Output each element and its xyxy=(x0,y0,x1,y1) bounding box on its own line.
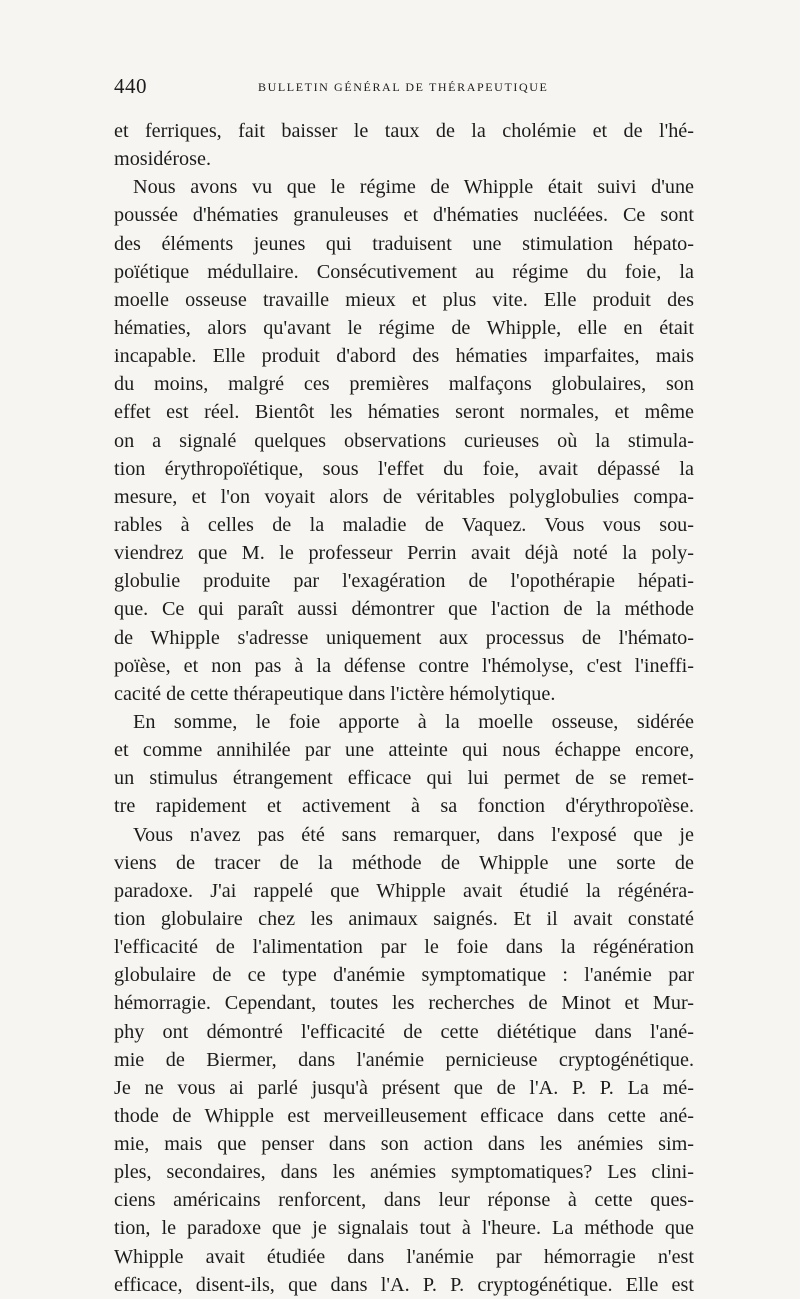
text-line: rables à celles de la maladie de Vaquez. Vous vous sou- xyxy=(114,513,694,536)
text-line: un stimulus étrangement efficace qui lui permet de se remet- xyxy=(114,767,694,790)
text-line: ciens américains renforcent, dans leur réponse à cette ques- xyxy=(114,1189,694,1212)
text-line: incapable. Elle produit d'abord des hématies imparfaites, mais xyxy=(114,345,694,368)
text-line: phy ont démontré l'efficacité de cette diététique dans l'ané- xyxy=(114,1020,694,1043)
text-line: poïétique médullaire. Consécutivement au régime du foie, la xyxy=(114,260,694,283)
text-line: paradoxe. J'ai rappelé que Whipple avait étudié la régénéra- xyxy=(114,879,694,902)
text-line: hémorragie. Cependant, toutes les recherches de Minot et Mur- xyxy=(114,992,694,1015)
text-line: Vous n'avez pas été sans remarquer, dans l'exposé que je xyxy=(133,823,694,846)
body-text xyxy=(114,117,694,1299)
text-line: tion globulaire chez les animaux saignés. Et il avait constaté xyxy=(114,907,694,930)
text-line: En somme, le foie apporte à la moelle osseuse, sidérée xyxy=(133,710,694,733)
text-line: des éléments jeunes qui traduisent une stimulation hépato- xyxy=(114,232,694,255)
text-line: de Whipple s'adresse uniquement aux processus de l'hémato- xyxy=(114,626,694,649)
text-line: on a signalé quelques observations curieuses où la stimula- xyxy=(114,429,694,452)
text-line: viendrez que M. le professeur Perrin avait déjà noté la poly- xyxy=(114,542,694,565)
text-line: tion, le paradoxe que je signalais tout à l'heure. La méthode que xyxy=(114,1217,694,1240)
running-header xyxy=(114,74,694,104)
text-line: thode de Whipple est merveilleusement efficace dans cette ané- xyxy=(114,1104,694,1127)
text-line: du moins, malgré ces premières malfaçons globulaires, son xyxy=(114,373,694,396)
text-line: hématies, alors qu'avant le régime de Whipple, elle en était xyxy=(114,316,694,339)
text-line: ples, secondaires, dans les anémies symptomatiques? Les clini- xyxy=(114,1161,694,1184)
text-line: viens de tracer de la méthode de Whipple une sorte de xyxy=(114,851,694,874)
text-line: tre rapidement et activement à sa fonction d'érythropoïèse. xyxy=(114,795,694,818)
text-line: poïèse, et non pas à la défense contre l'hémolyse, c'est l'ineffi- xyxy=(114,654,694,677)
text-line: mie, mais que penser dans son action dans les anémies sim- xyxy=(114,1133,694,1156)
text-line: mie de Biermer, dans l'anémie pernicieuse cryptogénétique. xyxy=(114,1048,694,1071)
text-line: et ferriques, fait baisser le taux de la cholémie et de l'hé- xyxy=(114,120,694,142)
text-line: Je ne vous ai parlé jusqu'à présent que de l'A. P. P. La mé- xyxy=(114,1076,694,1099)
text-line: cacité de cette thérapeutique dans l'ictère hémolytique. xyxy=(114,682,556,705)
text-line: tion érythropoïétique, sous l'effet du foie, avait dépassé la xyxy=(114,457,694,480)
text-line: efficace, disent-ils, que dans l'A. P. P. cryptogénétique. Elle est xyxy=(114,1273,694,1296)
text-line: mosidérose. xyxy=(114,148,211,171)
running-title: BULLETIN GÉNÉRAL DE THÉRAPEUTIQUE xyxy=(258,80,549,94)
text-line: Whipple avait étudiée dans l'anémie par hémorragie n'est xyxy=(114,1245,694,1268)
text-line: Nous avons vu que le régime de Whipple était suivi d'une xyxy=(133,176,694,199)
page-number: 440 xyxy=(114,74,147,98)
text-line: effet est réel. Bientôt les hématies seront normales, et même xyxy=(114,401,694,424)
text-line: globulie produite par l'exagération de l'opothérapie hépati- xyxy=(114,570,694,593)
text-line: que. Ce qui paraît aussi démontrer que l'action de la méthode xyxy=(114,598,694,621)
text-line: et comme annihilée par une atteinte qui nous échappe encore, xyxy=(114,739,694,762)
text-line: globulaire de ce type d'anémie symptomatique : l'anémie par xyxy=(114,964,694,987)
text-line: mesure, et l'on voyait alors de véritables polyglobulies compa- xyxy=(114,485,694,508)
text-line: l'efficacité de l'alimentation par le foie dans la régénération xyxy=(114,936,694,959)
text-line: moelle osseuse travaille mieux et plus vite. Elle produit des xyxy=(114,288,694,311)
text-line: poussée d'hématies granuleuses et d'hématies nucléées. Ce sont xyxy=(114,204,694,227)
